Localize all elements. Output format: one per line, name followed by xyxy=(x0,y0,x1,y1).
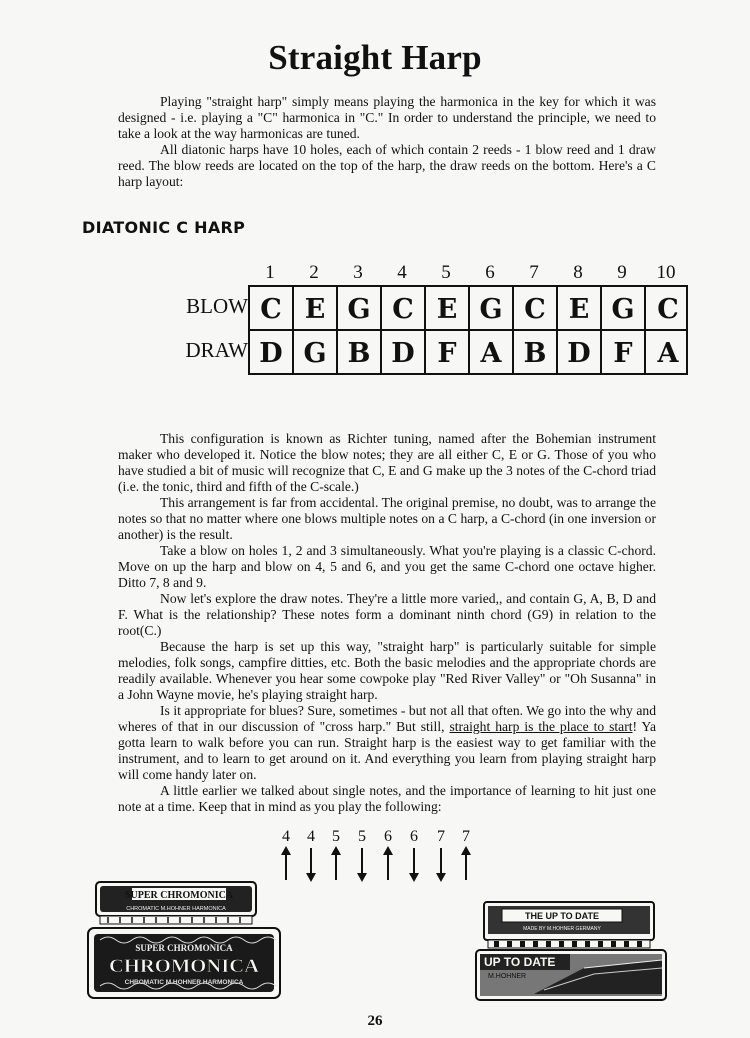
sequence-hole: 5 xyxy=(332,828,340,845)
blow-note: E xyxy=(294,287,338,331)
hole-number: 7 xyxy=(529,262,539,283)
draw-note: B xyxy=(514,331,558,375)
illustration-label: CHROMONICA xyxy=(109,956,260,977)
illustration-label: CHROMATIC M.HOHNER HARMONICA xyxy=(124,979,244,986)
blow-note: G xyxy=(470,287,514,331)
body-paragraph: Take a blow on holes 1, 2 and 3 simultaneously. What you're playing is a classic C-chord. Move on up the harp and blow on 4, 5 and 6, and you get the same C-chord one octave higher. Ditto 7, 8 and 9. xyxy=(118,543,656,590)
sequence-hole: 6 xyxy=(410,828,418,845)
draw-note: G xyxy=(294,331,338,375)
draw-note: D xyxy=(382,331,426,375)
intro-text xyxy=(118,94,656,190)
sequence-item xyxy=(378,828,398,887)
arrow-up-icon xyxy=(326,846,346,882)
hole-number: 10 xyxy=(656,262,676,283)
hole-number: 3 xyxy=(353,262,363,283)
harp-layout-table xyxy=(248,285,688,375)
arrow-up-icon xyxy=(276,846,296,882)
hole-number: 1 xyxy=(265,262,275,283)
underlined-phrase: straight harp is the place to start xyxy=(449,719,633,734)
note-sequence xyxy=(276,828,476,888)
illustration-label: THE UP TO DATE xyxy=(524,911,600,921)
blow-label: BLOW xyxy=(186,294,248,318)
draw-label: DRAW xyxy=(185,338,248,362)
blow-note: C xyxy=(382,287,426,331)
blow-note: C xyxy=(250,287,294,331)
sequence-item xyxy=(326,828,346,887)
sequence-item xyxy=(456,828,476,887)
sequence-hole: 7 xyxy=(462,828,470,845)
hole-number: 6 xyxy=(485,262,495,283)
sequence-hole: 6 xyxy=(384,828,392,845)
arrow-down-icon xyxy=(431,846,451,882)
arrow-up-icon xyxy=(456,846,476,882)
page-title: Straight Harp xyxy=(268,38,482,77)
hole-number: 8 xyxy=(573,262,583,283)
illustration-label: MADE BY M.HOHNER GERMANY xyxy=(523,926,601,932)
arrow-down-icon xyxy=(301,846,321,882)
arrow-up-icon xyxy=(378,846,398,882)
text-run: ! Ya gotta learn to walk before you can run. Straight harp is the easiest way to get familiar with the instrument, and to learn to get around on it. And everything you learn from playing straight harp will come handy later on. xyxy=(118,719,656,782)
sequence-item xyxy=(301,828,321,887)
illustration-label: M.HOHNER xyxy=(488,973,527,980)
intro-paragraph-2: All diatonic harps have 10 holes, each of which contain 2 reeds - 1 blow reed and 1 draw reed. The blow reeds are located on the top of the harp, the draw reeds on the bottom. Here's a C harp layout: xyxy=(118,142,656,189)
draw-note: F xyxy=(602,331,646,375)
sequence-hole: 7 xyxy=(437,828,445,845)
sequence-item xyxy=(404,828,424,887)
hole-number: 2 xyxy=(309,262,319,283)
body-paragraph: This arrangement is far from accidental. The original premise, no doubt, was to arrange the notes so that no matter where one blows multiple notes on a C harp, a C-chord (in one inversion or another) is the result. xyxy=(118,495,656,542)
blow-note: E xyxy=(558,287,602,331)
sequence-item xyxy=(352,828,372,887)
draw-note: F xyxy=(426,331,470,375)
hole-number: 5 xyxy=(441,262,451,283)
body-paragraph: This configuration is known as Richter tuning, named after the Bohemian instrument maker who developed it. Notice the blow notes; they are all either C, E or G. Those of you who have studied a bit of music will recognize that C, E and G make up the 3 notes of the C-chord triad (i.e. the tonic, third and fifth of the C-scale.) xyxy=(118,431,656,494)
draw-note: B xyxy=(338,331,382,375)
draw-note: D xyxy=(250,331,294,375)
body-text xyxy=(118,431,656,815)
draw-note: D xyxy=(558,331,602,375)
hole-numbers xyxy=(248,262,688,286)
illustration-label: CHROMATIC M.HOHNER HARMONICA xyxy=(126,906,226,912)
hole-number: 9 xyxy=(617,262,627,283)
blow-note: G xyxy=(338,287,382,331)
sequence-hole: 5 xyxy=(358,828,366,845)
draw-note: A xyxy=(470,331,514,375)
illustration-label: SUPER CHROMONICA xyxy=(124,890,234,901)
sequence-item xyxy=(431,828,451,887)
sequence-hole: 4 xyxy=(307,828,315,845)
body-paragraph xyxy=(118,703,656,783)
blow-note: C xyxy=(514,287,558,331)
sequence-hole: 4 xyxy=(282,828,290,845)
arrow-down-icon xyxy=(404,846,424,882)
body-paragraph: Because the harp is set up this way, "straight harp" is particularly suitable for simple melodies, folk songs, campfire ditties, etc. Both the basic melodies and the appropriate chords are readily available. Whenever you hear some cowpoke play "Red River Valley" or "Oh Susanna" in a John Wayne movie, he's playing straight harp. xyxy=(118,639,656,702)
body-paragraph: Now let's explore the draw notes. They're a little more varied,, and contain G, A, B, D and F. What is the relationship? These notes form a dominant ninth chord (G9) in relation to the root(C.) xyxy=(118,591,656,638)
blow-note: E xyxy=(426,287,470,331)
hole-number: 4 xyxy=(397,262,407,283)
up-to-date-illustration xyxy=(474,898,668,1002)
illustration-label: SUPER CHROMONICA xyxy=(135,943,233,953)
intro-paragraph-1: Playing "straight harp" simply means playing the harmonica in the key for which it was designed - i.e. playing a "C" harmonica in "C." In order to understand the principle, we need to take a look at the way harmonicas are tuned. xyxy=(118,94,656,141)
arrow-down-icon xyxy=(352,846,372,882)
sequence-item xyxy=(276,828,296,887)
chromonica-illustration xyxy=(86,880,284,1000)
illustration-label: UP TO DATE xyxy=(484,955,556,969)
blow-note: C xyxy=(657,293,679,325)
draw-note: A xyxy=(657,337,679,369)
section-heading: DIATONIC C HARP xyxy=(82,218,246,237)
text-run: Is it appropriate for blues? Sure, sometimes - but not all that often. We go into the why and wheres of that in our discussion of "cross harp." But still, xyxy=(118,703,656,734)
blow-note: G xyxy=(602,287,646,331)
page-number: 26 xyxy=(367,1013,383,1029)
body-paragraph: A little earlier we talked about single notes, and the importance of learning to hit just one note at a time. Keep that in mind as you play the following: xyxy=(118,783,656,814)
